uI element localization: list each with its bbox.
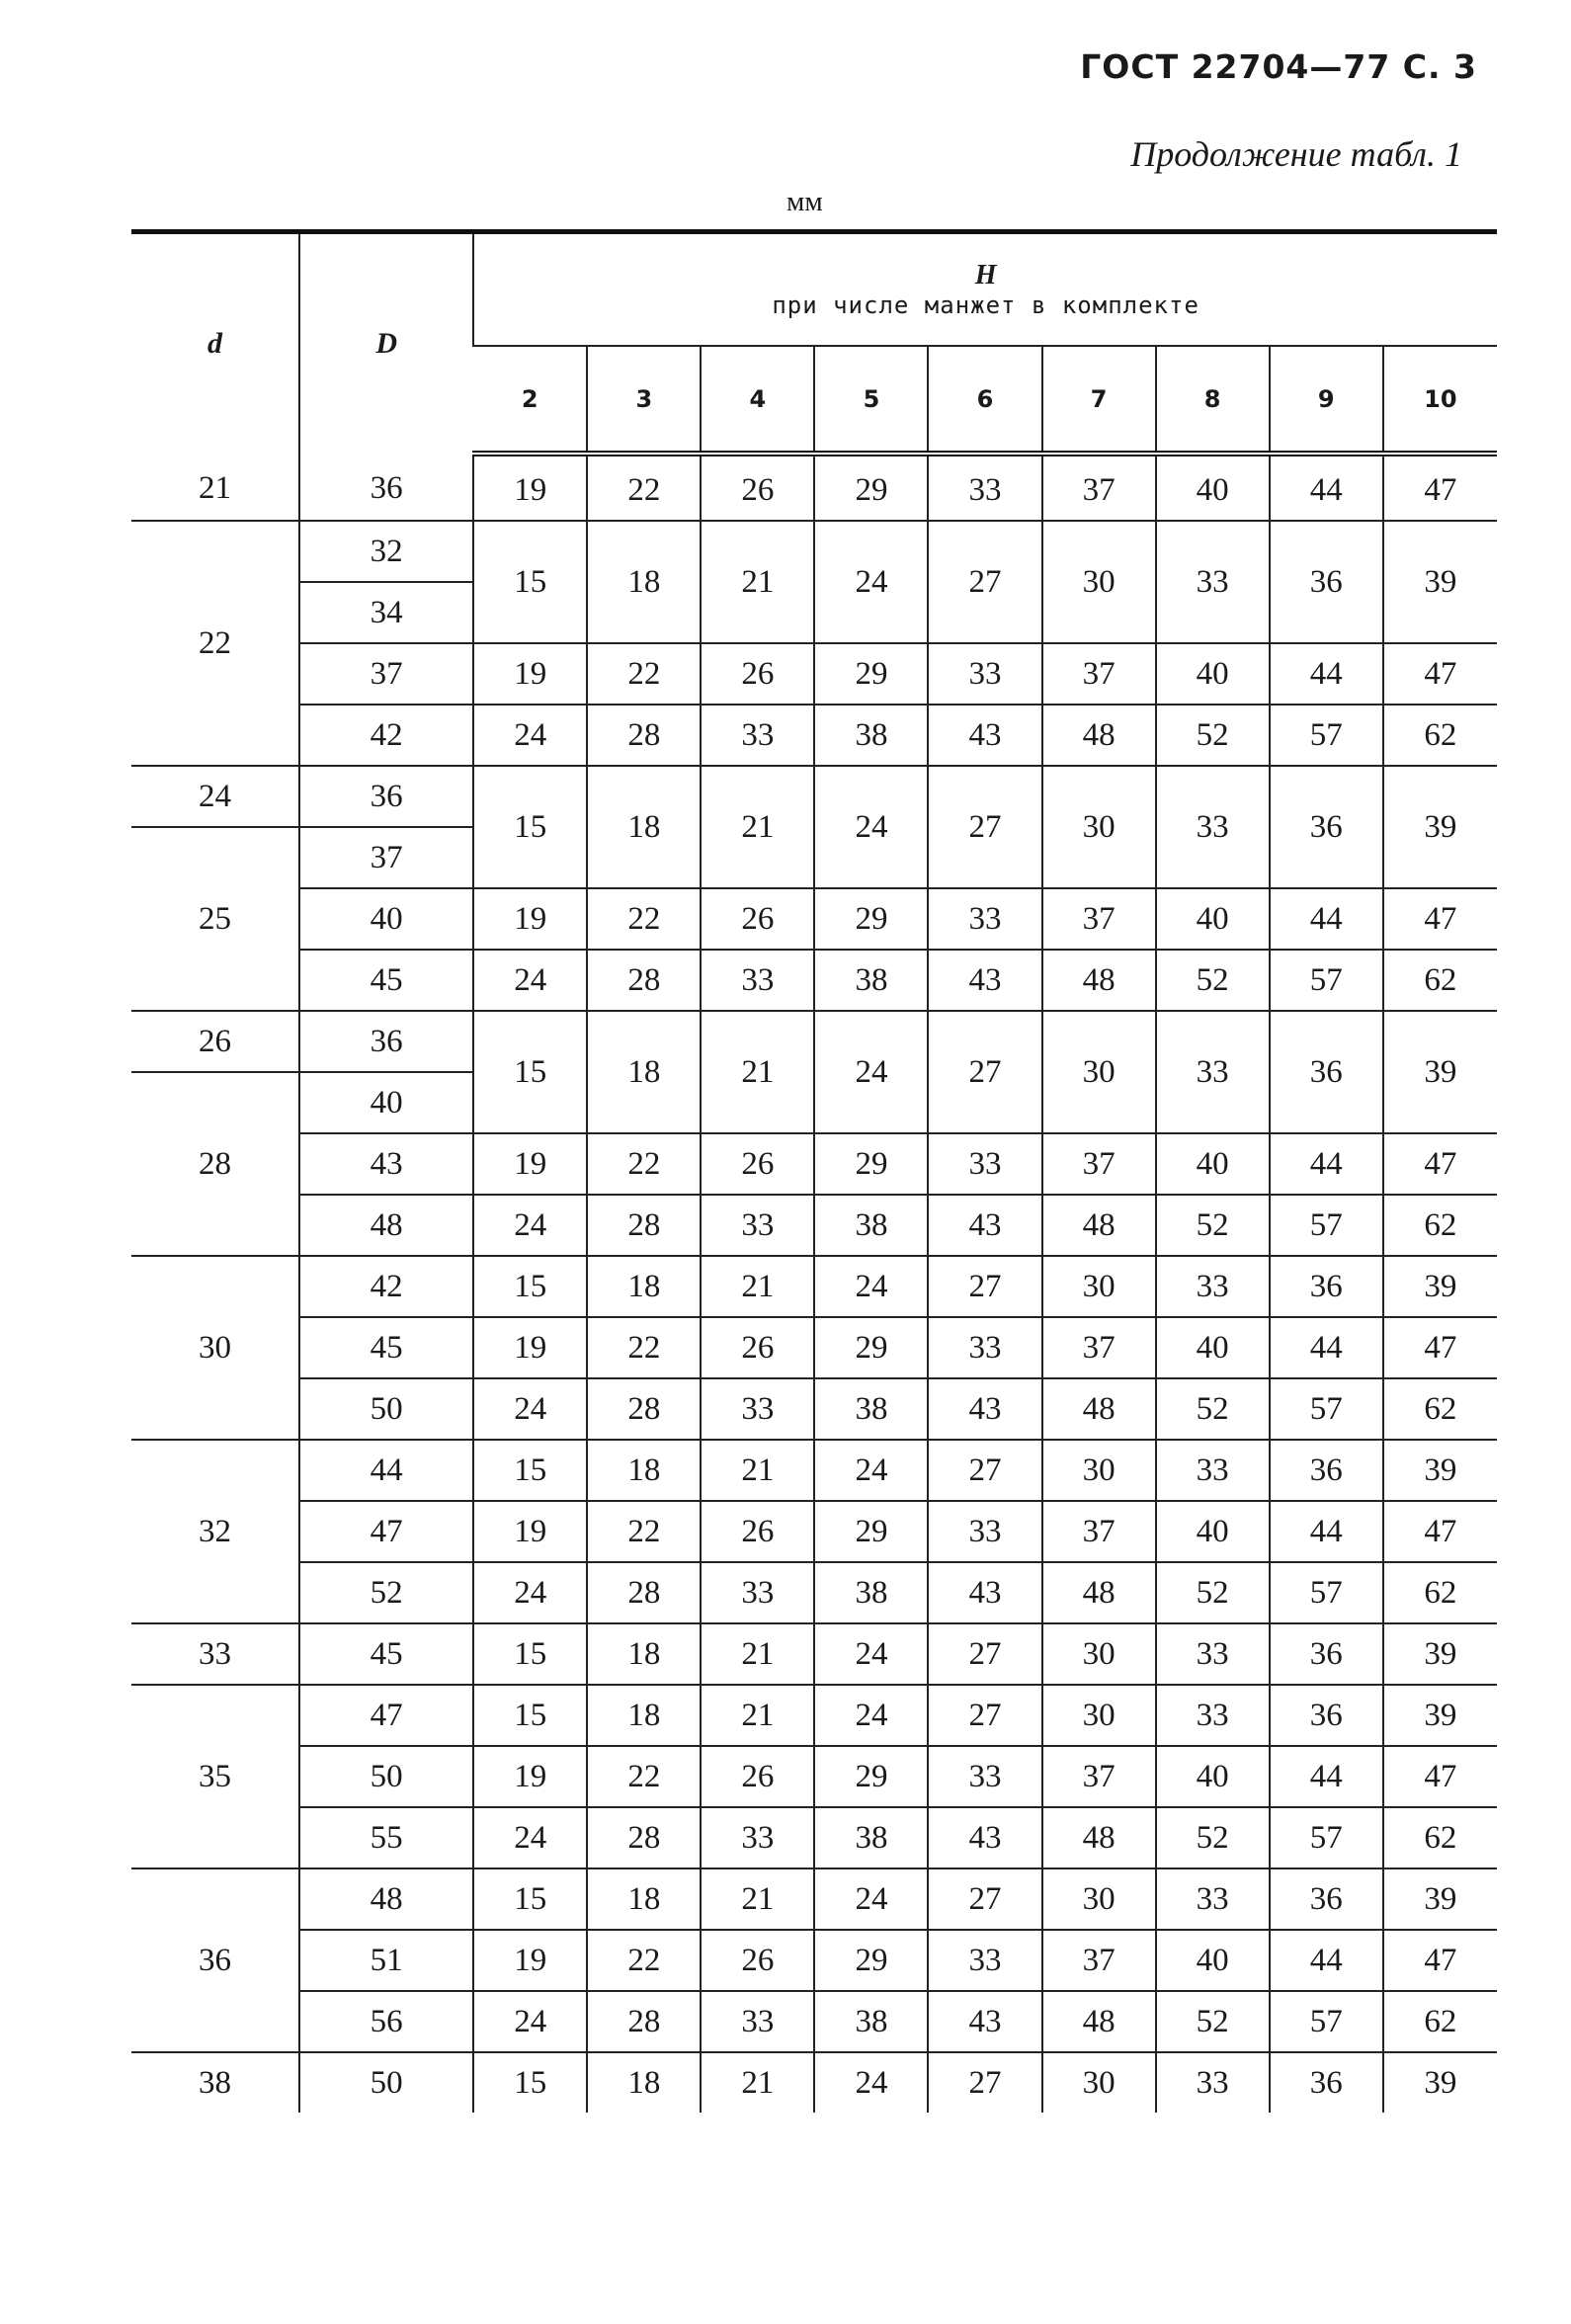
cell-H: 26 xyxy=(701,1746,814,1807)
table-row xyxy=(131,1807,1497,1868)
cell-H: 29 xyxy=(814,1930,928,1991)
cell-H: 19 xyxy=(473,1317,587,1378)
cell-H: 62 xyxy=(1383,1991,1497,2052)
column-header-d: d xyxy=(131,232,299,455)
cell-H: 27 xyxy=(928,1011,1041,1133)
cell-H: 30 xyxy=(1042,1256,1156,1317)
cell-H: 29 xyxy=(814,1317,928,1378)
cell-H: 33 xyxy=(701,1991,814,2052)
cell-H: 52 xyxy=(1156,1378,1270,1440)
cell-H: 28 xyxy=(587,1807,701,1868)
cell-H: 24 xyxy=(814,766,928,888)
page-header: ГОСТ 22704—77 С. 3 xyxy=(1080,47,1477,86)
cell-H: 48 xyxy=(1042,1562,1156,1623)
cell-D: 45 xyxy=(299,1623,473,1685)
cell-H: 39 xyxy=(1383,1623,1497,1685)
cell-H: 24 xyxy=(473,950,587,1011)
cell-H: 36 xyxy=(1270,1011,1383,1133)
cell-D: 55 xyxy=(299,1807,473,1868)
cell-d: 26 xyxy=(131,1011,299,1072)
cell-d: 30 xyxy=(131,1256,299,1440)
cell-H: 44 xyxy=(1270,1930,1383,1991)
cell-H: 38 xyxy=(814,1195,928,1256)
cell-H: 26 xyxy=(701,888,814,950)
cell-H: 33 xyxy=(928,1501,1041,1562)
cell-H: 27 xyxy=(928,521,1041,643)
cell-H: 52 xyxy=(1156,1991,1270,2052)
cell-H: 15 xyxy=(473,1685,587,1746)
cell-H: 62 xyxy=(1383,705,1497,766)
cell-H: 15 xyxy=(473,1868,587,1930)
cell-H: 28 xyxy=(587,1195,701,1256)
cell-H: 28 xyxy=(587,1562,701,1623)
cell-H: 36 xyxy=(1270,1868,1383,1930)
cell-H: 21 xyxy=(701,1623,814,1685)
cell-H: 30 xyxy=(1042,2052,1156,2113)
cell-H: 28 xyxy=(587,950,701,1011)
cell-H: 33 xyxy=(928,1930,1041,1991)
cell-D: 56 xyxy=(299,1991,473,2052)
cell-H: 15 xyxy=(473,1256,587,1317)
cell-H: 24 xyxy=(814,1440,928,1501)
count-header: 3 xyxy=(587,346,701,454)
cell-H: 40 xyxy=(1156,888,1270,950)
count-header: 5 xyxy=(814,346,928,454)
cell-H: 36 xyxy=(1270,1623,1383,1685)
cell-H: 37 xyxy=(1042,643,1156,705)
cell-H: 47 xyxy=(1383,888,1497,950)
count-header: 8 xyxy=(1156,346,1270,454)
cell-d: 33 xyxy=(131,1623,299,1685)
cell-H: 30 xyxy=(1042,1440,1156,1501)
cell-H: 22 xyxy=(587,1133,701,1195)
cell-H: 40 xyxy=(1156,454,1270,521)
cell-D: 36 xyxy=(299,1011,473,1072)
cell-H: 33 xyxy=(928,1746,1041,1807)
cell-H: 29 xyxy=(814,454,928,521)
cell-H: 21 xyxy=(701,2052,814,2113)
cell-H: 36 xyxy=(1270,766,1383,888)
cell-D: 40 xyxy=(299,888,473,950)
column-header-D: D xyxy=(299,232,473,455)
cell-H: 37 xyxy=(1042,1746,1156,1807)
cell-H: 44 xyxy=(1270,1317,1383,1378)
cell-H: 62 xyxy=(1383,1195,1497,1256)
cell-H: 33 xyxy=(1156,1623,1270,1685)
cell-H: 52 xyxy=(1156,1562,1270,1623)
cell-H: 18 xyxy=(587,1623,701,1685)
cell-H: 48 xyxy=(1042,950,1156,1011)
table-row xyxy=(131,1011,1497,1072)
cell-H: 62 xyxy=(1383,1378,1497,1440)
cell-H: 24 xyxy=(473,705,587,766)
cell-H: 29 xyxy=(814,643,928,705)
cell-H: 26 xyxy=(701,1501,814,1562)
table-row xyxy=(131,1685,1497,1746)
cell-H: 19 xyxy=(473,643,587,705)
cell-H: 39 xyxy=(1383,521,1497,643)
cell-H: 21 xyxy=(701,521,814,643)
dimensions-table xyxy=(131,229,1497,2113)
cell-H: 40 xyxy=(1156,1501,1270,1562)
cell-H: 37 xyxy=(1042,888,1156,950)
cell-H: 36 xyxy=(1270,1685,1383,1746)
table-row xyxy=(131,766,1497,827)
cell-D: 45 xyxy=(299,1317,473,1378)
cell-H: 33 xyxy=(1156,1868,1270,1930)
cell-H: 57 xyxy=(1270,1195,1383,1256)
cell-H: 43 xyxy=(928,950,1041,1011)
cell-H: 47 xyxy=(1383,454,1497,521)
count-header: 6 xyxy=(928,346,1041,454)
cell-H: 33 xyxy=(928,888,1041,950)
cell-H: 57 xyxy=(1270,950,1383,1011)
cell-H: 24 xyxy=(473,1807,587,1868)
cell-D: 36 xyxy=(299,454,473,521)
cell-H: 44 xyxy=(1270,1501,1383,1562)
cell-H: 24 xyxy=(473,1195,587,1256)
table-row xyxy=(131,1195,1497,1256)
cell-H: 44 xyxy=(1270,888,1383,950)
cell-H: 48 xyxy=(1042,1378,1156,1440)
cell-H: 43 xyxy=(928,1807,1041,1868)
cell-H: 33 xyxy=(701,705,814,766)
cell-H: 57 xyxy=(1270,1562,1383,1623)
cell-H: 33 xyxy=(701,950,814,1011)
cell-H: 52 xyxy=(1156,1195,1270,1256)
cell-H: 22 xyxy=(587,1930,701,1991)
cell-H: 47 xyxy=(1383,1133,1497,1195)
cell-H: 27 xyxy=(928,1685,1041,1746)
table-row xyxy=(131,2052,1497,2113)
cell-H: 24 xyxy=(814,1685,928,1746)
cell-D: 51 xyxy=(299,1930,473,1991)
cell-H: 26 xyxy=(701,1930,814,1991)
cell-H: 28 xyxy=(587,1378,701,1440)
cell-D: 32 xyxy=(299,521,473,582)
cell-H: 22 xyxy=(587,454,701,521)
cell-H: 52 xyxy=(1156,950,1270,1011)
cell-H: 38 xyxy=(814,1562,928,1623)
cell-H: 18 xyxy=(587,521,701,643)
cell-d: 24 xyxy=(131,766,299,827)
cell-H: 40 xyxy=(1156,1133,1270,1195)
cell-H: 22 xyxy=(587,888,701,950)
cell-H: 62 xyxy=(1383,1562,1497,1623)
cell-H: 39 xyxy=(1383,766,1497,888)
table-row xyxy=(131,1378,1497,1440)
cell-H: 39 xyxy=(1383,1868,1497,1930)
cell-d: 38 xyxy=(199,2064,232,2101)
cell-H: 39 xyxy=(1383,1685,1497,1746)
cell-H: 24 xyxy=(814,1623,928,1685)
cell-H: 39 xyxy=(1383,1440,1497,1501)
cell-H: 30 xyxy=(1042,1868,1156,1930)
cell-D: 40 xyxy=(299,1072,473,1133)
cell-H: 47 xyxy=(1383,643,1497,705)
cell-D: 47 xyxy=(299,1685,473,1746)
cell-H: 48 xyxy=(1042,1991,1156,2052)
units-label: мм xyxy=(786,186,823,217)
cell-H: 24 xyxy=(473,1991,587,2052)
cell-H: 33 xyxy=(1156,1256,1270,1317)
cell-H: 22 xyxy=(587,1501,701,1562)
cell-H: 30 xyxy=(1042,521,1156,643)
table-row xyxy=(131,1991,1497,2052)
cell-d: 22 xyxy=(131,521,299,766)
cell-H: 36 xyxy=(1270,1440,1383,1501)
cell-H: 19 xyxy=(473,1133,587,1195)
cell-H: 27 xyxy=(928,1440,1041,1501)
cell-H: 40 xyxy=(1156,1317,1270,1378)
cell-H: 44 xyxy=(1270,643,1383,705)
cell-H: 62 xyxy=(1383,1807,1497,1868)
cell-H: 19 xyxy=(473,1930,587,1991)
count-header: 9 xyxy=(1270,346,1383,454)
cell-H: 24 xyxy=(473,1378,587,1440)
H-symbol: H xyxy=(974,260,997,290)
cell-H: 21 xyxy=(701,1256,814,1317)
cell-H: 28 xyxy=(587,705,701,766)
cell-H: 36 xyxy=(1270,1256,1383,1317)
cell-D: 52 xyxy=(299,1562,473,1623)
cell-D: 47 xyxy=(299,1501,473,1562)
cell-H: 37 xyxy=(1042,1930,1156,1991)
cell-H: 26 xyxy=(701,1133,814,1195)
cell-H: 28 xyxy=(587,1991,701,2052)
table-row xyxy=(131,521,1497,582)
cell-D: 50 xyxy=(299,1378,473,1440)
cell-H: 21 xyxy=(701,1685,814,1746)
cell-H: 37 xyxy=(1042,1501,1156,1562)
cell-H: 15 xyxy=(473,2052,587,2113)
cell-D: 42 xyxy=(299,705,473,766)
cell-H: 29 xyxy=(814,888,928,950)
cell-H: 38 xyxy=(814,1807,928,1868)
cell-H: 43 xyxy=(928,1562,1041,1623)
cell-H: 33 xyxy=(701,1378,814,1440)
table-row xyxy=(131,705,1497,766)
table-row xyxy=(131,1562,1497,1623)
cell-H: 33 xyxy=(701,1195,814,1256)
cell-H: 33 xyxy=(701,1807,814,1868)
cell-H: 19 xyxy=(473,1501,587,1562)
cell-H: 24 xyxy=(473,1562,587,1623)
cell-D: 42 xyxy=(299,1256,473,1317)
cell-H: 27 xyxy=(928,766,1041,888)
cell-H: 27 xyxy=(928,1623,1041,1685)
cell-D: 48 xyxy=(299,1195,473,1256)
cell-D: 44 xyxy=(299,1440,473,1501)
cell-H: 22 xyxy=(587,1317,701,1378)
cell-H: 33 xyxy=(928,1317,1041,1378)
cell-H: 52 xyxy=(1156,705,1270,766)
cell-H: 33 xyxy=(928,1133,1041,1195)
cell-H: 30 xyxy=(1042,766,1156,888)
count-header: 2 xyxy=(473,346,587,454)
cell-H: 38 xyxy=(814,705,928,766)
cell-H: 36 xyxy=(1270,521,1383,643)
cell-D: 50 xyxy=(299,1746,473,1807)
cell-H: 47 xyxy=(1383,1746,1497,1807)
cell-H: 26 xyxy=(701,643,814,705)
cell-H: 48 xyxy=(1042,1807,1156,1868)
cell-H: 29 xyxy=(814,1746,928,1807)
cell-H: 47 xyxy=(1383,1501,1497,1562)
cell-H: 18 xyxy=(587,1440,701,1501)
cell-H: 15 xyxy=(473,766,587,888)
table-caption: Продолжение табл. 1 xyxy=(1130,134,1462,174)
cell-H: 27 xyxy=(928,2052,1041,2113)
cell-H: 52 xyxy=(1156,1807,1270,1868)
cell-H: 57 xyxy=(1270,1378,1383,1440)
cell-H: 21 xyxy=(701,1868,814,1930)
table-row xyxy=(131,1868,1497,1930)
cell-H: 24 xyxy=(814,1868,928,1930)
cell-H: 21 xyxy=(701,1440,814,1501)
cell-D: 37 xyxy=(299,827,473,888)
cell-D: 34 xyxy=(299,582,473,643)
cell-H: 30 xyxy=(1042,1623,1156,1685)
cell-H: 19 xyxy=(473,888,587,950)
cell-H: 43 xyxy=(928,705,1041,766)
count-header: 10 xyxy=(1383,346,1497,454)
cell-H: 22 xyxy=(587,643,701,705)
table-row xyxy=(131,1440,1497,1501)
cell-H: 19 xyxy=(473,454,587,521)
cell-H: 24 xyxy=(814,1256,928,1317)
cell-H: 18 xyxy=(587,766,701,888)
cell-D: 50 xyxy=(299,2052,473,2113)
cell-H: 37 xyxy=(1042,1133,1156,1195)
table-row xyxy=(131,454,1497,521)
cell-H: 48 xyxy=(1042,705,1156,766)
cell-d: 32 xyxy=(131,1440,299,1623)
cell-H: 18 xyxy=(587,1685,701,1746)
cell-H: 27 xyxy=(928,1868,1041,1930)
cell-d: 25 xyxy=(131,827,299,1011)
cell-H: 26 xyxy=(701,1317,814,1378)
cell-H: 37 xyxy=(1042,1317,1156,1378)
cell-H: 40 xyxy=(1156,1930,1270,1991)
cell-H: 43 xyxy=(928,1378,1041,1440)
cell-H: 18 xyxy=(587,1868,701,1930)
cell-H: 21 xyxy=(701,1011,814,1133)
cell-H: 15 xyxy=(473,521,587,643)
cell-d: 36 xyxy=(131,1868,299,2052)
cell-H: 47 xyxy=(1383,1317,1497,1378)
cell-H: 18 xyxy=(587,1011,701,1133)
cell-H: 18 xyxy=(587,1256,701,1317)
cell-H: 30 xyxy=(1042,1011,1156,1133)
table-row xyxy=(131,1930,1497,1991)
table-row xyxy=(131,888,1497,950)
cell-H: 39 xyxy=(1383,1256,1497,1317)
table-row xyxy=(131,1501,1497,1562)
cell-H: 38 xyxy=(814,1378,928,1440)
table-row xyxy=(131,1133,1497,1195)
cell-d: 28 xyxy=(131,1072,299,1256)
cell-H: 15 xyxy=(473,1011,587,1133)
cell-H: 57 xyxy=(1270,1807,1383,1868)
cell-H: 44 xyxy=(1270,1133,1383,1195)
cell-D: 45 xyxy=(299,950,473,1011)
cell-H: 39 xyxy=(1383,1011,1497,1133)
cell-H: 24 xyxy=(814,521,928,643)
cell-d: 35 xyxy=(131,1685,299,1868)
cell-H: 43 xyxy=(928,1991,1041,2052)
table-row xyxy=(131,643,1497,705)
table-row xyxy=(131,950,1497,1011)
cell-H: 33 xyxy=(1156,1011,1270,1133)
cell-H: 62 xyxy=(1383,950,1497,1011)
count-header: 7 xyxy=(1042,346,1156,454)
cell-H: 37 xyxy=(1042,454,1156,521)
cell-H: 33 xyxy=(928,454,1041,521)
cell-H: 19 xyxy=(473,1746,587,1807)
cell-D: 37 xyxy=(299,643,473,705)
cell-H: 33 xyxy=(1156,2052,1270,2113)
cell-H: 33 xyxy=(1156,521,1270,643)
cell-H: 38 xyxy=(814,1991,928,2052)
cell-H: 43 xyxy=(928,1195,1041,1256)
cell-H: 57 xyxy=(1270,1991,1383,2052)
cell-H: 15 xyxy=(473,1623,587,1685)
cell-H: 30 xyxy=(1042,1685,1156,1746)
table-row xyxy=(131,1746,1497,1807)
cell-H: 33 xyxy=(1156,766,1270,888)
cell-H: 38 xyxy=(814,950,928,1011)
cell-H: 36 xyxy=(1270,2052,1383,2113)
cell-H: 27 xyxy=(928,1256,1041,1317)
cell-H: 33 xyxy=(701,1562,814,1623)
table-row xyxy=(131,1623,1497,1685)
cell-H: 47 xyxy=(1383,1930,1497,1991)
cell-H: 33 xyxy=(928,643,1041,705)
cell-D: 43 xyxy=(299,1133,473,1195)
cell-H: 18 xyxy=(587,2052,701,2113)
cell-H: 57 xyxy=(1270,705,1383,766)
cell-H: 22 xyxy=(587,1746,701,1807)
cell-H: 21 xyxy=(701,766,814,888)
cell-H: 40 xyxy=(1156,1746,1270,1807)
cell-d: 21 xyxy=(131,454,299,521)
table-row xyxy=(131,1317,1497,1378)
cell-D: 36 xyxy=(299,766,473,827)
cell-H: 29 xyxy=(814,1501,928,1562)
cell-H: 24 xyxy=(814,2052,928,2113)
column-header-H xyxy=(473,232,1497,347)
cell-H: 48 xyxy=(1042,1195,1156,1256)
cell-H: 33 xyxy=(1156,1685,1270,1746)
cell-H: 33 xyxy=(1156,1440,1270,1501)
cell-H: 26 xyxy=(701,454,814,521)
cell-H: 15 xyxy=(473,1440,587,1501)
count-header: 4 xyxy=(701,346,814,454)
cell-H: 39 xyxy=(1383,2052,1497,2113)
H-description: при числе манжет в комплекте xyxy=(772,291,1199,319)
cell-H: 44 xyxy=(1270,1746,1383,1807)
cell-H: 29 xyxy=(814,1133,928,1195)
cell-H: 44 xyxy=(1270,454,1383,521)
cell-H: 24 xyxy=(814,1011,928,1133)
cell-H: 40 xyxy=(1156,643,1270,705)
cell-D: 48 xyxy=(299,1868,473,1930)
table-row xyxy=(131,1256,1497,1317)
